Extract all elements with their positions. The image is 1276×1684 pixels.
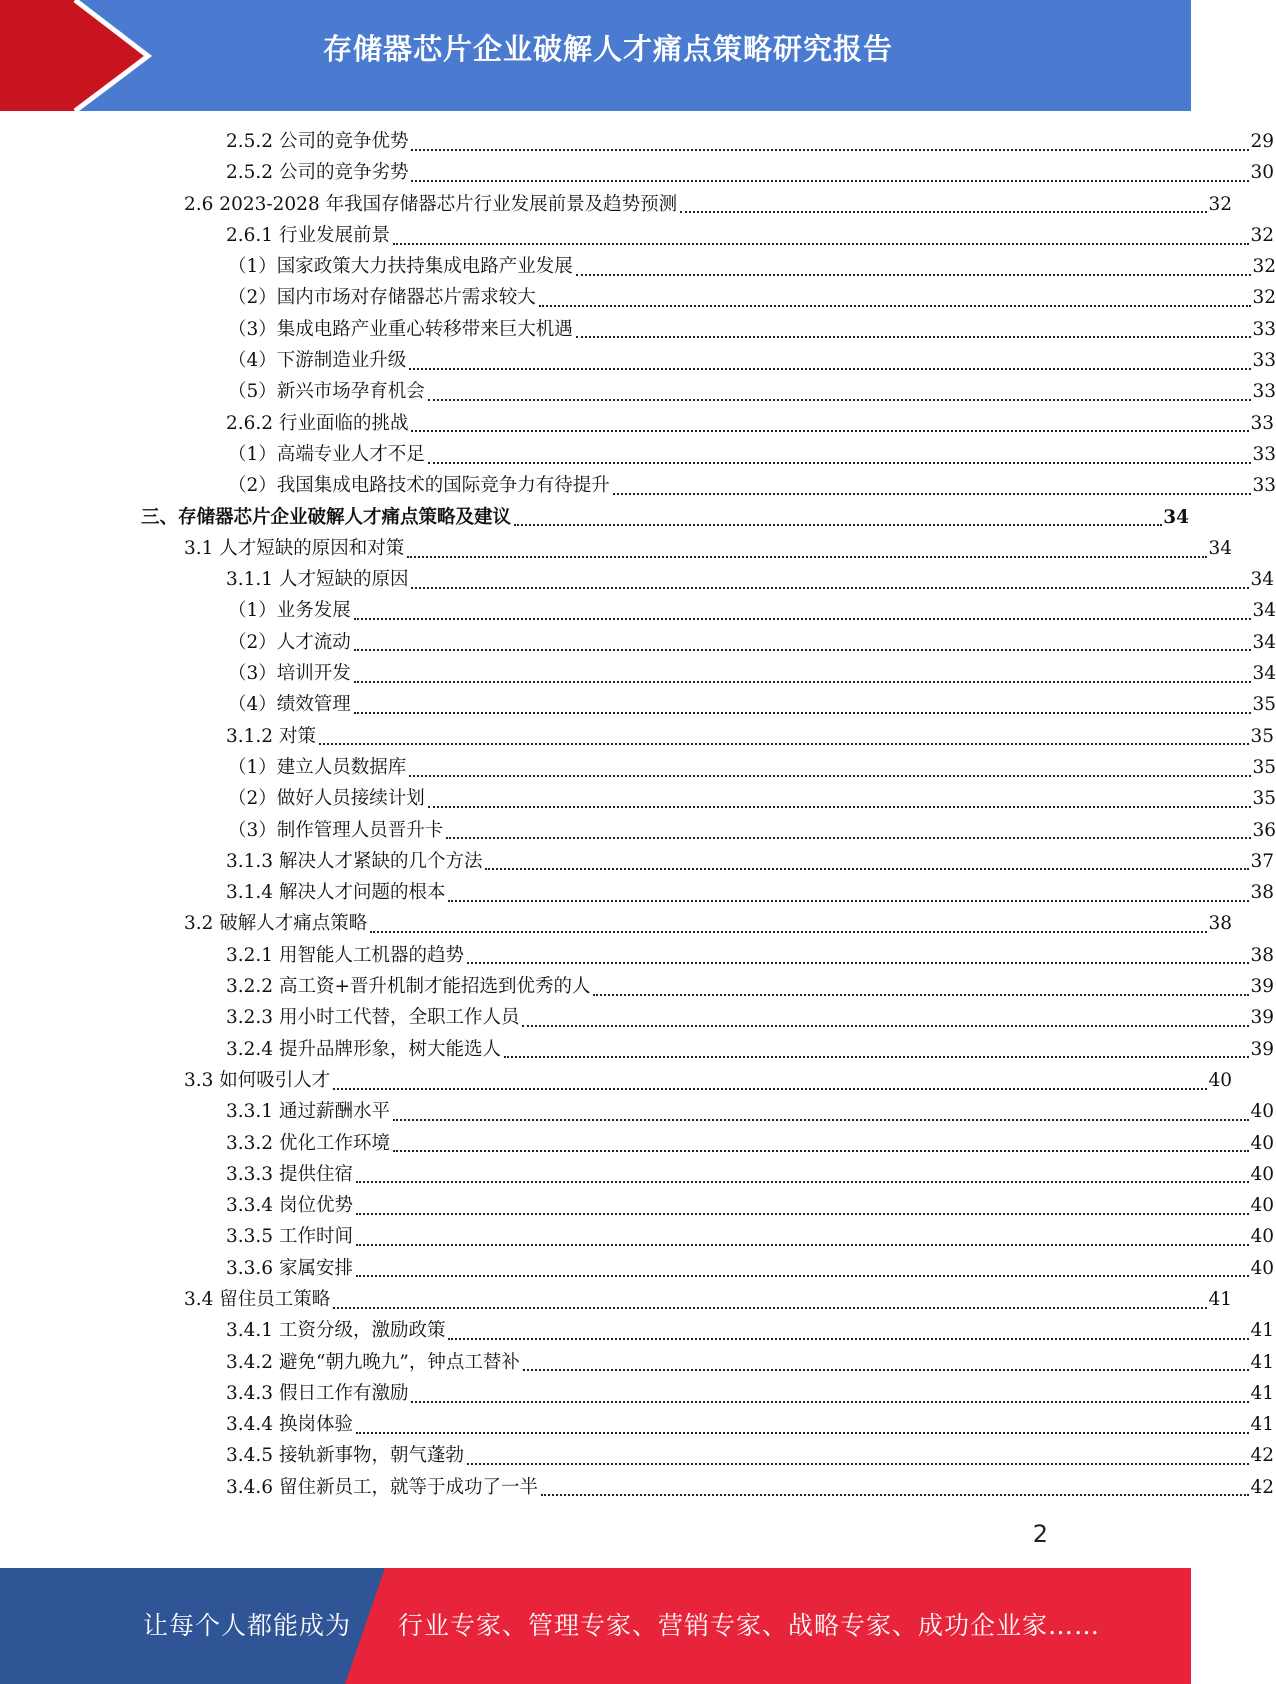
toc-entry[interactable]: [0, 658, 1276, 689]
toc-dot-leader: [539, 305, 1252, 307]
toc-dot-leader: [467, 1463, 1249, 1465]
toc-dot-leader: [593, 994, 1249, 996]
toc-entry[interactable]: [0, 439, 1276, 470]
toc-entry-page: 40: [1250, 1257, 1274, 1279]
toc-entry-page: 35: [1252, 788, 1276, 810]
toc-entry-page: 34: [1250, 569, 1274, 591]
toc-dot-leader: [576, 274, 1252, 276]
toc-entry-page: 42: [1250, 1476, 1274, 1498]
toc-entry[interactable]: [0, 282, 1276, 313]
toc-entry-page: 38: [1250, 882, 1274, 904]
toc-entry-title: 3.4.5 接轨新事物，朝气蓬勃: [226, 1445, 464, 1467]
toc-dot-leader: [370, 931, 1207, 933]
page-footer: [0, 1568, 1191, 1684]
toc-entry[interactable]: [0, 752, 1276, 783]
toc-entry-page: 33: [1252, 350, 1276, 372]
toc-dot-leader: [541, 1494, 1249, 1496]
toc-entry-title: 3.3.6 家属安排: [226, 1257, 353, 1279]
toc-entry-page: 33: [1252, 443, 1276, 465]
toc-entry-title: 3.4.3 假日工作有激励: [226, 1382, 409, 1404]
toc-dot-leader: [411, 430, 1249, 432]
toc-entry-page: 42: [1250, 1445, 1274, 1467]
toc-entry-title: 3.2.3 用小时工代替，全职工作人员: [226, 1007, 520, 1029]
toc-entry[interactable]: [0, 1315, 1274, 1346]
toc-entry[interactable]: [0, 1378, 1274, 1409]
toc-entry[interactable]: [0, 815, 1276, 846]
toc-entry-page: 40: [1250, 1195, 1274, 1217]
toc-dot-leader: [333, 1307, 1207, 1309]
toc-entry-page: 32: [1252, 287, 1276, 309]
toc-entry[interactable]: [0, 157, 1274, 188]
toc-entry[interactable]: [0, 846, 1274, 877]
toc-entry[interactable]: [0, 721, 1274, 752]
toc-dot-leader: [356, 1181, 1250, 1183]
toc-dot-leader: [504, 1056, 1249, 1058]
toc-entry-title: 三、存储器芯片企业破解人才痛点策略及建议: [141, 506, 512, 528]
toc-entry[interactable]: [0, 1347, 1274, 1378]
toc-dot-leader: [407, 556, 1207, 558]
toc-entry[interactable]: [0, 470, 1276, 501]
toc-dot-leader: [467, 962, 1249, 964]
toc-entry[interactable]: [0, 689, 1276, 720]
toc-entry[interactable]: [0, 502, 1189, 533]
toc-entry-page: 40: [1208, 1069, 1232, 1091]
toc-entry-page: 39: [1250, 976, 1274, 998]
toc-entry-page: 35: [1252, 756, 1276, 778]
toc-dot-leader: [356, 1213, 1250, 1215]
toc-entry-page: 34: [1163, 506, 1189, 528]
toc-entry-title: （4）下游制造业升级: [228, 350, 407, 372]
toc-entry[interactable]: [0, 408, 1274, 439]
toc-entry-title: 2.6.2 行业面临的挑战: [226, 412, 409, 434]
toc-entry-page: 41: [1208, 1288, 1232, 1310]
toc-entry[interactable]: [0, 877, 1274, 908]
toc-entry-title: 3.3.2 优化工作环境: [226, 1132, 390, 1154]
toc-dot-leader: [680, 211, 1207, 213]
toc-entry-title: 3.2.2 高工资+晋升机制才能招选到优秀的人: [226, 976, 591, 998]
toc-entry-title: 3.1.4 解决人才问题的根本: [226, 882, 446, 904]
toc-dot-leader: [319, 743, 1250, 745]
toc-dot-leader: [393, 1150, 1249, 1152]
toc-entry-page: 40: [1250, 1226, 1274, 1248]
toc-dot-leader: [576, 336, 1252, 338]
toc-entry-page: 40: [1250, 1163, 1274, 1185]
toc-dot-leader: [613, 493, 1252, 495]
toc-entry[interactable]: [0, 220, 1274, 251]
toc-entry-title: 3.2.1 用智能人工机器的趋势: [226, 944, 464, 966]
toc-entry-page: 34: [1208, 537, 1232, 559]
toc-entry[interactable]: [0, 1253, 1274, 1284]
footer-slogan-left: 让每个人都能成为: [143, 1611, 352, 1640]
toc-entry-page: 38: [1208, 913, 1232, 935]
toc-dot-leader: [409, 368, 1251, 370]
toc-entry-page: 35: [1252, 694, 1276, 716]
toc-dot-leader: [333, 1088, 1207, 1090]
toc-entry-title: 3.4.4 换岗体验: [226, 1414, 353, 1436]
toc-dot-leader: [428, 806, 1252, 808]
toc-entry[interactable]: [0, 345, 1276, 376]
toc-entry-title: （3）集成电路产业重心转移带来巨大机遇: [228, 318, 573, 340]
toc-entry[interactable]: [0, 376, 1276, 407]
toc-entry-title: （1）高端专业人才不足: [228, 443, 425, 465]
toc-entry-title: （3）培训开发: [228, 663, 351, 685]
toc-entry[interactable]: [0, 971, 1274, 1002]
toc-entry[interactable]: [0, 783, 1276, 814]
toc-entry-title: 3.4.6 留住新员工，就等于成功了一半: [226, 1476, 538, 1498]
toc-entry[interactable]: [0, 940, 1274, 971]
toc-entry-page: 33: [1250, 412, 1274, 434]
toc-entry[interactable]: [0, 189, 1232, 220]
toc-entry-title: （1）建立人员数据库: [228, 756, 407, 778]
toc-entry-page: 41: [1250, 1414, 1274, 1436]
toc-dot-leader: [411, 180, 1249, 182]
toc-entry-title: 2.6 2023-2028 年我国存储器芯片行业发展前景及趋势预测: [184, 193, 678, 215]
toc-entry-page: 35: [1250, 725, 1274, 747]
toc-dot-leader: [522, 1025, 1249, 1027]
toc-dot-leader: [356, 1275, 1250, 1277]
toc-dot-leader: [448, 900, 1249, 902]
toc-entry[interactable]: [0, 1221, 1274, 1252]
toc-entry-page: 32: [1250, 224, 1274, 246]
toc-entry-title: 3.1.1 人才短缺的原因: [226, 569, 409, 591]
toc-entry-title: 3.3.4 岗位优势: [226, 1195, 353, 1217]
toc-dot-leader: [393, 1119, 1249, 1121]
toc-dot-leader: [411, 587, 1249, 589]
toc-entry[interactable]: [0, 533, 1232, 564]
toc-dot-leader: [514, 524, 1162, 526]
toc-entry-title: （5）新兴市场孕育机会: [228, 381, 425, 403]
toc-entry-page: 29: [1250, 131, 1274, 152]
toc-entry-title: 3.3.5 工作时间: [226, 1226, 353, 1248]
toc-dot-leader: [354, 618, 1252, 620]
toc-entry-title: 3.4 留住员工策略: [184, 1288, 331, 1310]
toc-dot-leader: [411, 1401, 1249, 1403]
toc-entry-page: 40: [1250, 1132, 1274, 1154]
toc-entry-page: 41: [1250, 1382, 1274, 1404]
toc-dot-leader: [523, 1369, 1250, 1371]
toc-dot-leader: [446, 837, 1251, 839]
page-header: [0, 0, 1191, 111]
toc-entry-page: 39: [1250, 1007, 1274, 1029]
toc-dot-leader: [393, 243, 1249, 245]
toc-entry[interactable]: [0, 627, 1276, 658]
toc-entry-title: 3.1 人才短缺的原因和对策: [184, 537, 405, 559]
toc-entry-title: 3.3.3 提供住宿: [226, 1163, 353, 1185]
toc-entry-title: （4）绩效管理: [228, 694, 351, 716]
toc-entry[interactable]: [0, 1034, 1274, 1065]
toc-dot-leader: [354, 649, 1252, 651]
toc-entry-title: （2）做好人员接续计划: [228, 788, 425, 810]
toc-dot-leader: [354, 712, 1252, 714]
toc-dot-leader: [356, 1244, 1250, 1246]
toc-entry-title: 2.5.2 公司的竞争优势: [226, 131, 409, 152]
toc-entry[interactable]: [0, 1409, 1274, 1440]
toc-dot-leader: [409, 775, 1251, 777]
page-number: 2: [1032, 1520, 1048, 1548]
toc-entry[interactable]: [0, 1096, 1274, 1127]
toc-entry-title: （3）制作管理人员晋升卡: [228, 819, 444, 841]
toc-dot-leader: [485, 868, 1249, 870]
toc-entry-title: 2.6.1 行业发展前景: [226, 224, 390, 246]
toc-entry[interactable]: [0, 1128, 1274, 1159]
toc-entry[interactable]: [0, 1440, 1274, 1471]
toc-entry-title: 3.3.1 通过薪酬水平: [226, 1101, 390, 1123]
toc-entry-page: 37: [1250, 850, 1274, 872]
toc-entry-page: 34: [1252, 663, 1276, 685]
toc-entry-page: 33: [1252, 475, 1276, 497]
toc-entry[interactable]: [0, 126, 1274, 157]
toc-entry[interactable]: [0, 1159, 1274, 1190]
toc-entry-title: 3.4.1 工资分级，激励政策: [226, 1320, 446, 1342]
toc-dot-leader: [428, 399, 1252, 401]
toc-entry-page: 33: [1252, 318, 1276, 340]
toc-entry-title: （2）人才流动: [228, 631, 351, 653]
toc-entry-page: 34: [1252, 600, 1276, 622]
toc-entry-page: 32: [1208, 193, 1232, 215]
toc-entry[interactable]: [0, 1284, 1232, 1315]
toc-entry-page: 39: [1250, 1038, 1274, 1060]
toc-entry-title: 3.1.2 对策: [226, 725, 316, 747]
toc-entry[interactable]: [0, 1065, 1232, 1096]
toc-dot-leader: [354, 681, 1252, 683]
toc-entry-title: （1）国家政策大力扶持集成电路产业发展: [228, 256, 573, 278]
toc-entry-page: 41: [1250, 1320, 1274, 1342]
toc-entry[interactable]: [0, 1472, 1274, 1503]
toc-entry-page: 36: [1252, 819, 1276, 841]
toc-entry-title: （1）业务发展: [228, 600, 351, 622]
toc-entry[interactable]: [0, 1002, 1274, 1033]
toc-entry[interactable]: [0, 251, 1276, 282]
toc-entry-title: 3.2.4 提升品牌形象，树大能选人: [226, 1038, 501, 1060]
toc-dot-leader: [428, 462, 1252, 464]
toc-dot-leader: [356, 1432, 1250, 1434]
toc-entry[interactable]: [0, 564, 1274, 595]
toc-entry[interactable]: [0, 1190, 1274, 1221]
toc-entry[interactable]: [0, 314, 1276, 345]
toc-entry[interactable]: [0, 595, 1276, 626]
footer-slogan-right: 行业专家、管理专家、营销专家、战略专家、成功企业家……: [398, 1611, 1101, 1640]
toc-dot-leader: [448, 1338, 1249, 1340]
toc-dot-leader: [411, 149, 1249, 151]
toc-entry-page: 34: [1252, 631, 1276, 653]
toc-entry-title: 3.4.2 避免“朝九晚九”，钟点工替补: [226, 1351, 520, 1373]
toc-entry-page: 40: [1250, 1101, 1274, 1123]
toc-entry-page: 32: [1252, 256, 1276, 278]
toc-entry-page: 38: [1250, 944, 1274, 966]
toc-entry-title: 3.2 破解人才痛点策略: [184, 913, 368, 935]
toc-entry-page: 41: [1250, 1351, 1274, 1373]
toc-entry-title: 3.3 如何吸引人才: [184, 1069, 331, 1091]
toc-entry-title: 3.1.3 解决人才紧缺的几个方法: [226, 850, 483, 872]
table-of-contents: [0, 126, 1276, 1503]
toc-entry[interactable]: [0, 908, 1232, 939]
toc-entry-title: （2）我国集成电路技术的国际竞争力有待提升: [228, 475, 610, 497]
toc-entry-page: 33: [1252, 381, 1276, 403]
toc-entry-title: 2.5.2 公司的竞争劣势: [226, 162, 409, 184]
toc-entry-title: （2）国内市场对存储器芯片需求较大: [228, 287, 536, 309]
toc-entry-page: 30: [1250, 162, 1274, 184]
header-red-chevron: [0, 0, 148, 111]
report-title: 存储器芯片企业破解人才痛点策略研究报告: [322, 32, 893, 66]
